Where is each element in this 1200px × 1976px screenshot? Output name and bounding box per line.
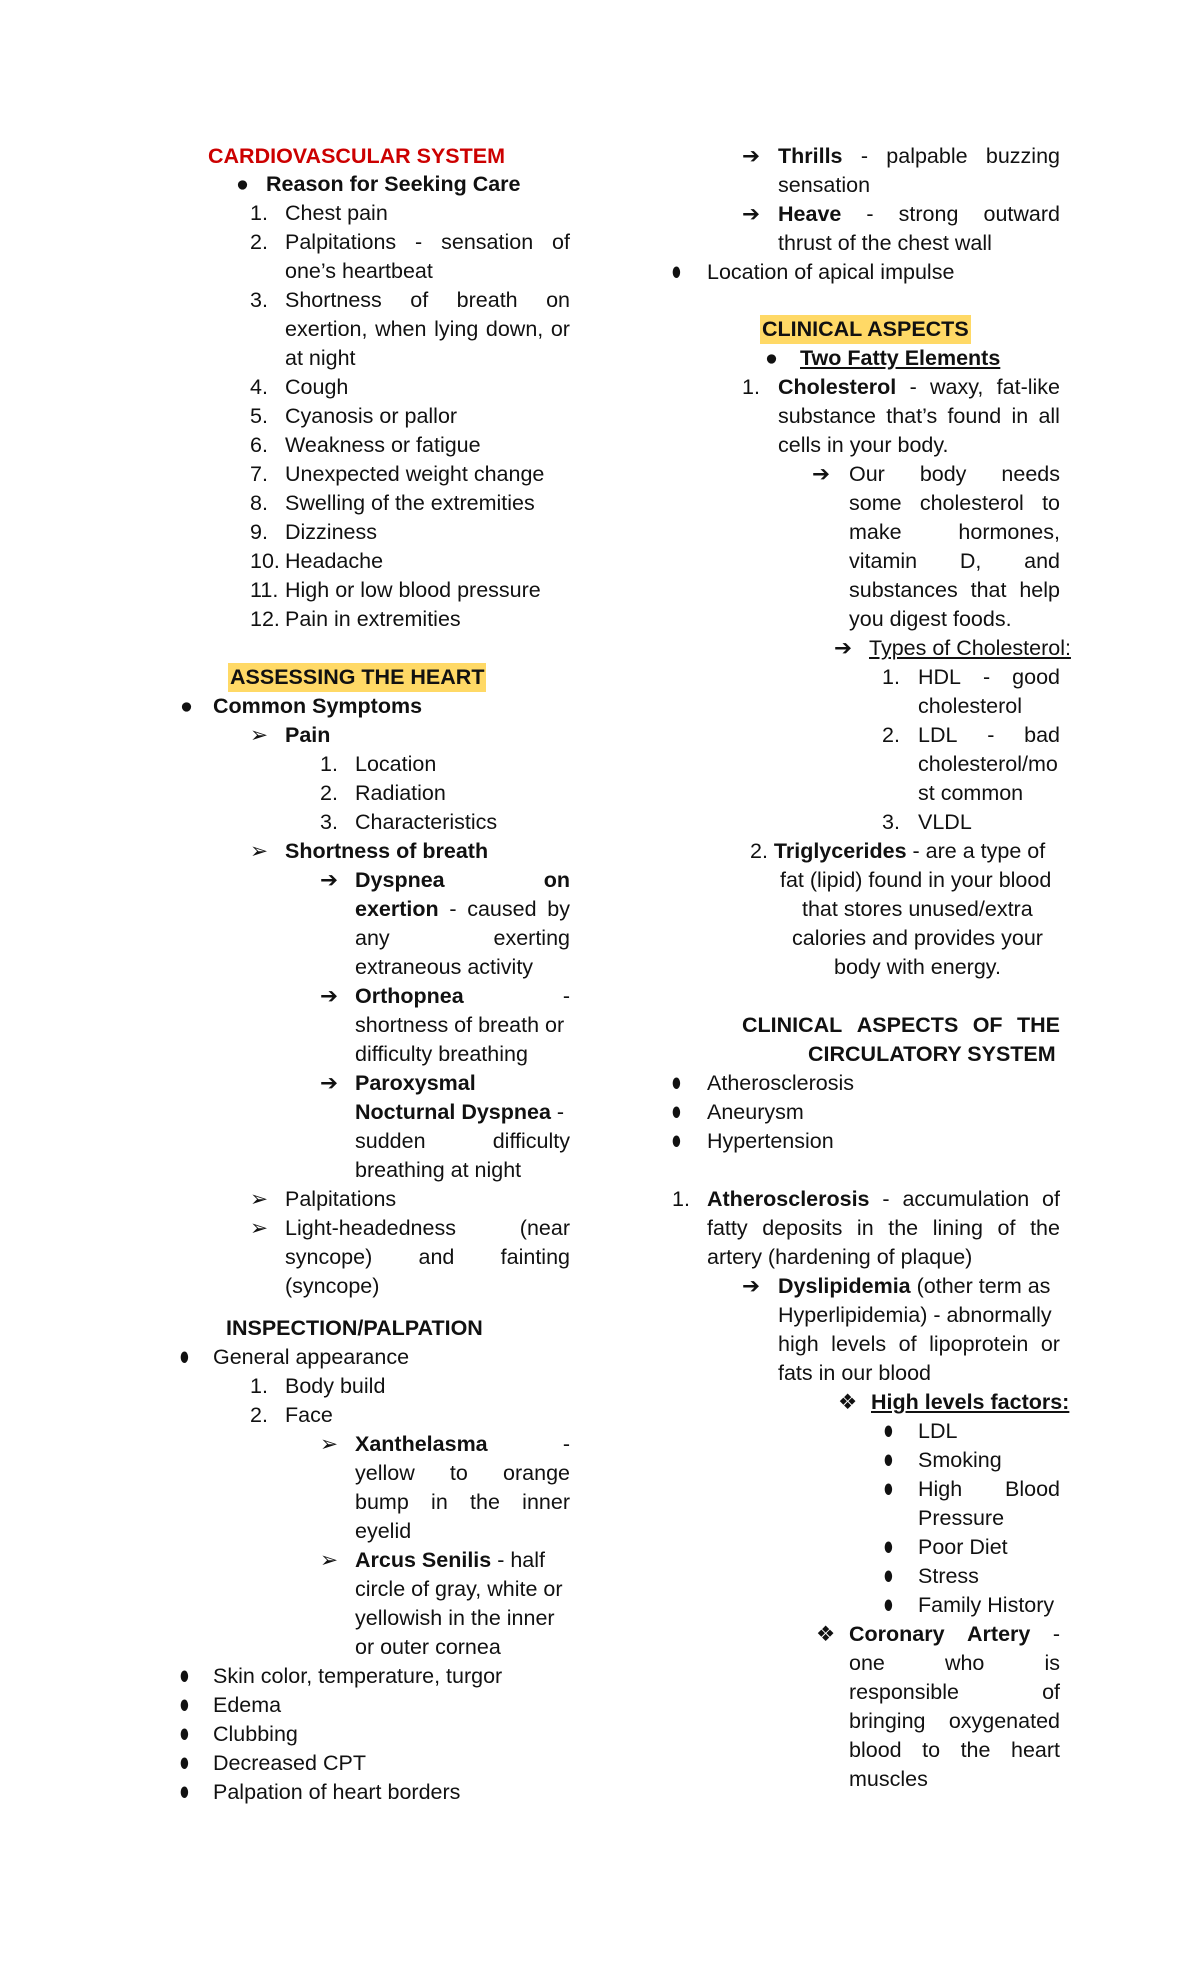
arrowhead-icon: ➢ [250, 1216, 269, 1240]
chol-sub-cont: vitamin D, and [849, 549, 1060, 573]
apical-impulse: Location of apical impulse [707, 260, 955, 284]
reason-heading: Reason for Seeking Care [266, 172, 521, 196]
list-item: Location [355, 752, 437, 776]
section-heading-circulatory-cont: CIRCULATORY SYSTEM [808, 1042, 1056, 1066]
arrow-right-icon: ➔ [834, 636, 853, 660]
factor-item: Smoking [918, 1448, 1002, 1472]
types-heading: Types of Cholesterol: [869, 636, 1071, 660]
list-item: Body build [285, 1374, 386, 1398]
thrills-term: Thrills - palpable buzzing [778, 144, 1060, 168]
bullet-dot: ⬮ [180, 1668, 189, 1684]
list-item: Radiation [355, 781, 446, 805]
arrow-right-icon: ➔ [320, 984, 339, 1008]
sob-heading: Shortness of breath [285, 839, 489, 863]
list-number: 2. [250, 230, 268, 254]
dyspnea-def: exertion - caused by [355, 897, 570, 921]
bullet-dot: ● [765, 346, 778, 370]
athero-def: fatty deposits in the lining of the [707, 1216, 1060, 1240]
bullet-dot: ⬮ [884, 1539, 893, 1555]
list-number: 3. [882, 810, 900, 834]
dyspnea-def-cont: any exerting [355, 926, 570, 950]
list-item: Edema [213, 1693, 282, 1717]
list-number: 5. [250, 404, 268, 428]
arrow-right-icon: ➔ [742, 144, 761, 168]
diamond-icon: ❖ [816, 1622, 836, 1646]
coronary-def-cont: blood to the heart [849, 1738, 1060, 1762]
chol-sub-cont: you digest foods. [849, 607, 1012, 631]
list-item: Dizziness [285, 520, 377, 544]
chol-sub-cont: some cholesterol to [849, 491, 1060, 515]
diamond-icon: ❖ [838, 1390, 858, 1414]
arrowhead-icon: ➢ [250, 1187, 269, 1211]
arrow-right-icon: ➔ [812, 462, 831, 486]
arrowhead-icon: ➢ [250, 839, 269, 863]
arcus-term: Arcus Senilis - half [355, 1548, 546, 1572]
section-heading-inspection: INSPECTION/PALPATION [226, 1316, 483, 1340]
list-item: Shortness of breath on [285, 288, 570, 312]
chol-sub: Our body needs [849, 462, 1060, 486]
bullet-dot: ⬮ [180, 1726, 189, 1742]
cholesterol-term: Cholesterol - waxy, fat-like [778, 375, 1060, 399]
arrowhead-icon: ➢ [320, 1432, 339, 1456]
dyspnea-def-cont: extraneous activity [355, 955, 534, 979]
list-number: 2. [250, 1403, 268, 1427]
list-number: 3. [320, 810, 338, 834]
pnd-def: sudden difficulty [355, 1129, 570, 1153]
arrow-right-icon: ➔ [320, 1071, 339, 1095]
palpitations-item: Palpitations [285, 1187, 397, 1211]
thrills-def-cont: sensation [778, 173, 871, 197]
factor-item: Family History [918, 1593, 1055, 1617]
arcus-def-cont: or outer cornea [355, 1635, 501, 1659]
list-number: 12. [250, 607, 280, 631]
list-number: 1. [742, 375, 760, 399]
factors-heading: High levels factors: [871, 1390, 1070, 1414]
coronary-def-cont: muscles [849, 1767, 928, 1791]
bullet-dot: ● [236, 172, 249, 196]
trig-def-cont: body with energy. [834, 955, 1001, 979]
coronary-term: Coronary Artery - [849, 1622, 1060, 1646]
list-number: 10. [250, 549, 280, 573]
arrow-right-icon: ➔ [742, 202, 761, 226]
list-number: 4. [250, 375, 268, 399]
factor-item-cont: Pressure [918, 1506, 1005, 1530]
bullet-dot: ⬮ [180, 1697, 189, 1713]
heave-def-cont: thrust of the chest wall [778, 231, 992, 255]
list-item: Swelling of the extremities [285, 491, 535, 515]
bullet-dot: ⬮ [884, 1452, 893, 1468]
list-item: Headache [285, 549, 384, 573]
orthopnea-term: Orthopnea - [355, 984, 570, 1008]
bullet-dot: ⬮ [180, 1349, 189, 1365]
list-item: Decreased CPT [213, 1751, 366, 1775]
fatty-heading: Two Fatty Elements [800, 346, 1001, 370]
athero-def-cont: artery (hardening of plaque) [707, 1245, 973, 1269]
list-item: Aneurysm [707, 1100, 804, 1124]
factor-item: Poor Diet [918, 1535, 1008, 1559]
ldl-item: LDL - bad [918, 723, 1060, 747]
arrow-right-icon: ➔ [320, 868, 339, 892]
list-item: Hypertension [707, 1129, 834, 1153]
bound-text [0, 0, 1, 1]
list-number: 1. [882, 665, 900, 689]
xanthelasma-def: yellow to orange [355, 1461, 570, 1485]
lightheaded-item-cont: syncope) and fainting [285, 1245, 570, 1269]
dys-def-cont: high levels of lipoprotein or [778, 1332, 1060, 1356]
lightheaded-item: Light-headedness (near [285, 1216, 570, 1240]
coronary-def-cont: bringing oxygenated [849, 1709, 1060, 1733]
list-item: Cyanosis or pallor [285, 404, 458, 428]
bullet-dot: ⬮ [180, 1784, 189, 1800]
bullet-dot: ⬮ [884, 1423, 893, 1439]
section-heading-clinical: CLINICAL ASPECTS [760, 315, 971, 344]
dys-def-cont: fats in our blood [778, 1361, 931, 1385]
list-number: 1. [672, 1187, 690, 1211]
list-item-cont: at night [285, 346, 356, 370]
list-item: Clubbing [213, 1722, 298, 1746]
factor-item: Stress [918, 1564, 979, 1588]
list-number: 6. [250, 433, 268, 457]
list-number: 11. [250, 578, 279, 602]
triglycerides-term: 2. Triglycerides - are a type of [750, 839, 1046, 863]
bullet-dot: ⬮ [672, 1075, 681, 1091]
list-number: 7. [250, 462, 268, 486]
page-title: CARDIOVASCULAR SYSTEM [208, 144, 506, 168]
list-item: Skin color, temperature, turgor [213, 1664, 503, 1688]
bullet-dot: ⬮ [672, 1104, 681, 1120]
arrowhead-icon: ➢ [320, 1548, 339, 1572]
list-item-cont: exertion, when lying down, or [285, 317, 570, 341]
list-number: 9. [250, 520, 268, 544]
bullet-dot: ⬮ [672, 264, 681, 280]
coronary-def-cont: responsible of [849, 1680, 1060, 1704]
dys-def: Hyperlipidemia) - abnormally [778, 1303, 1052, 1327]
list-item-cont: one’s heartbeat [285, 259, 433, 283]
dyslipidemia-term: Dyslipidemia (other term as [778, 1274, 1051, 1298]
heave-term: Heave - strong outward [778, 202, 1060, 226]
list-item: Pain in extremities [285, 607, 461, 631]
chol-sub-cont: substances that help [849, 578, 1060, 602]
chol-sub-cont: make hormones, [849, 520, 1060, 544]
list-item: Atherosclerosis [707, 1071, 854, 1095]
ldl-item-cont: st common [918, 781, 1024, 805]
xanthelasma-term: Xanthelasma - [355, 1432, 570, 1456]
athero-term: Atherosclerosis - accumulation of [707, 1187, 1060, 1211]
list-item: Characteristics [355, 810, 498, 834]
lightheaded-item-cont: (syncope) [285, 1274, 380, 1298]
hdl-item: HDL - good [918, 665, 1060, 689]
coronary-def: one who is [849, 1651, 1060, 1675]
common-symptoms-heading: Common Symptoms [213, 694, 423, 718]
list-item: Cough [285, 375, 349, 399]
xanthelasma-def-cont: bump in the inner [355, 1490, 570, 1514]
trig-def: fat (lipid) found in your blood [780, 868, 1052, 892]
orthopnea-def-cont: difficulty breathing [355, 1042, 528, 1066]
bullet-dot: ⬮ [884, 1568, 893, 1584]
arrowhead-icon: ➢ [250, 723, 269, 747]
list-item: High or low blood pressure [285, 578, 541, 602]
pnd-term: Paroxysmal [355, 1071, 476, 1095]
bullet-dot: ⬮ [180, 1755, 189, 1771]
pnd-term-cont: Nocturnal Dyspnea - [355, 1100, 565, 1124]
bullet-dot: ⬮ [884, 1481, 893, 1497]
section-heading-assessing: ASSESSING THE HEART [228, 663, 486, 692]
factor-item: LDL [918, 1419, 958, 1443]
arrow-right-icon: ➔ [742, 1274, 761, 1298]
list-item: Palpitations - sensation of [285, 230, 570, 254]
cholesterol-def-cont: cells in your body. [778, 433, 949, 457]
list-number: 1. [320, 752, 338, 776]
pain-heading: Pain [285, 723, 331, 747]
list-number: 2. [320, 781, 338, 805]
pnd-def-cont: breathing at night [355, 1158, 522, 1182]
list-number: 8. [250, 491, 268, 515]
list-number: 1. [250, 1374, 268, 1398]
list-item: Face [285, 1403, 333, 1427]
vldl-item: VLDL [918, 810, 972, 834]
cholesterol-def: substance that’s found in all [778, 404, 1060, 428]
bullet-dot: ⬮ [884, 1597, 893, 1613]
list-number: 3. [250, 288, 268, 312]
trig-def-cont: that stores unused/extra [802, 897, 1033, 921]
bullet-dot: ● [180, 694, 193, 718]
xanthelasma-def-cont: eyelid [355, 1519, 412, 1543]
hdl-item-cont: cholesterol [918, 694, 1022, 718]
list-item: Palpation of heart borders [213, 1780, 461, 1804]
dyspnea-term: Dyspnea on [355, 868, 570, 892]
list-number: 2. [882, 723, 900, 747]
list-item: Weakness or fatigue [285, 433, 481, 457]
arcus-def: circle of gray, white or [355, 1577, 563, 1601]
ldl-item-cont: cholesterol/mo [918, 752, 1058, 776]
list-number: 1. [250, 201, 268, 225]
bullet-dot: ⬮ [672, 1133, 681, 1149]
list-item: Chest pain [285, 201, 388, 225]
section-heading-circulatory: CLINICAL ASPECTS OF THE [742, 1013, 1060, 1037]
orthopnea-def: shortness of breath or [355, 1013, 565, 1037]
general-appearance: General appearance [213, 1345, 410, 1369]
trig-def-cont: calories and provides your [792, 926, 1043, 950]
arcus-def-cont: yellowish in the inner [355, 1606, 555, 1630]
factor-item: High Blood [918, 1477, 1060, 1501]
list-item: Unexpected weight change [285, 462, 545, 486]
